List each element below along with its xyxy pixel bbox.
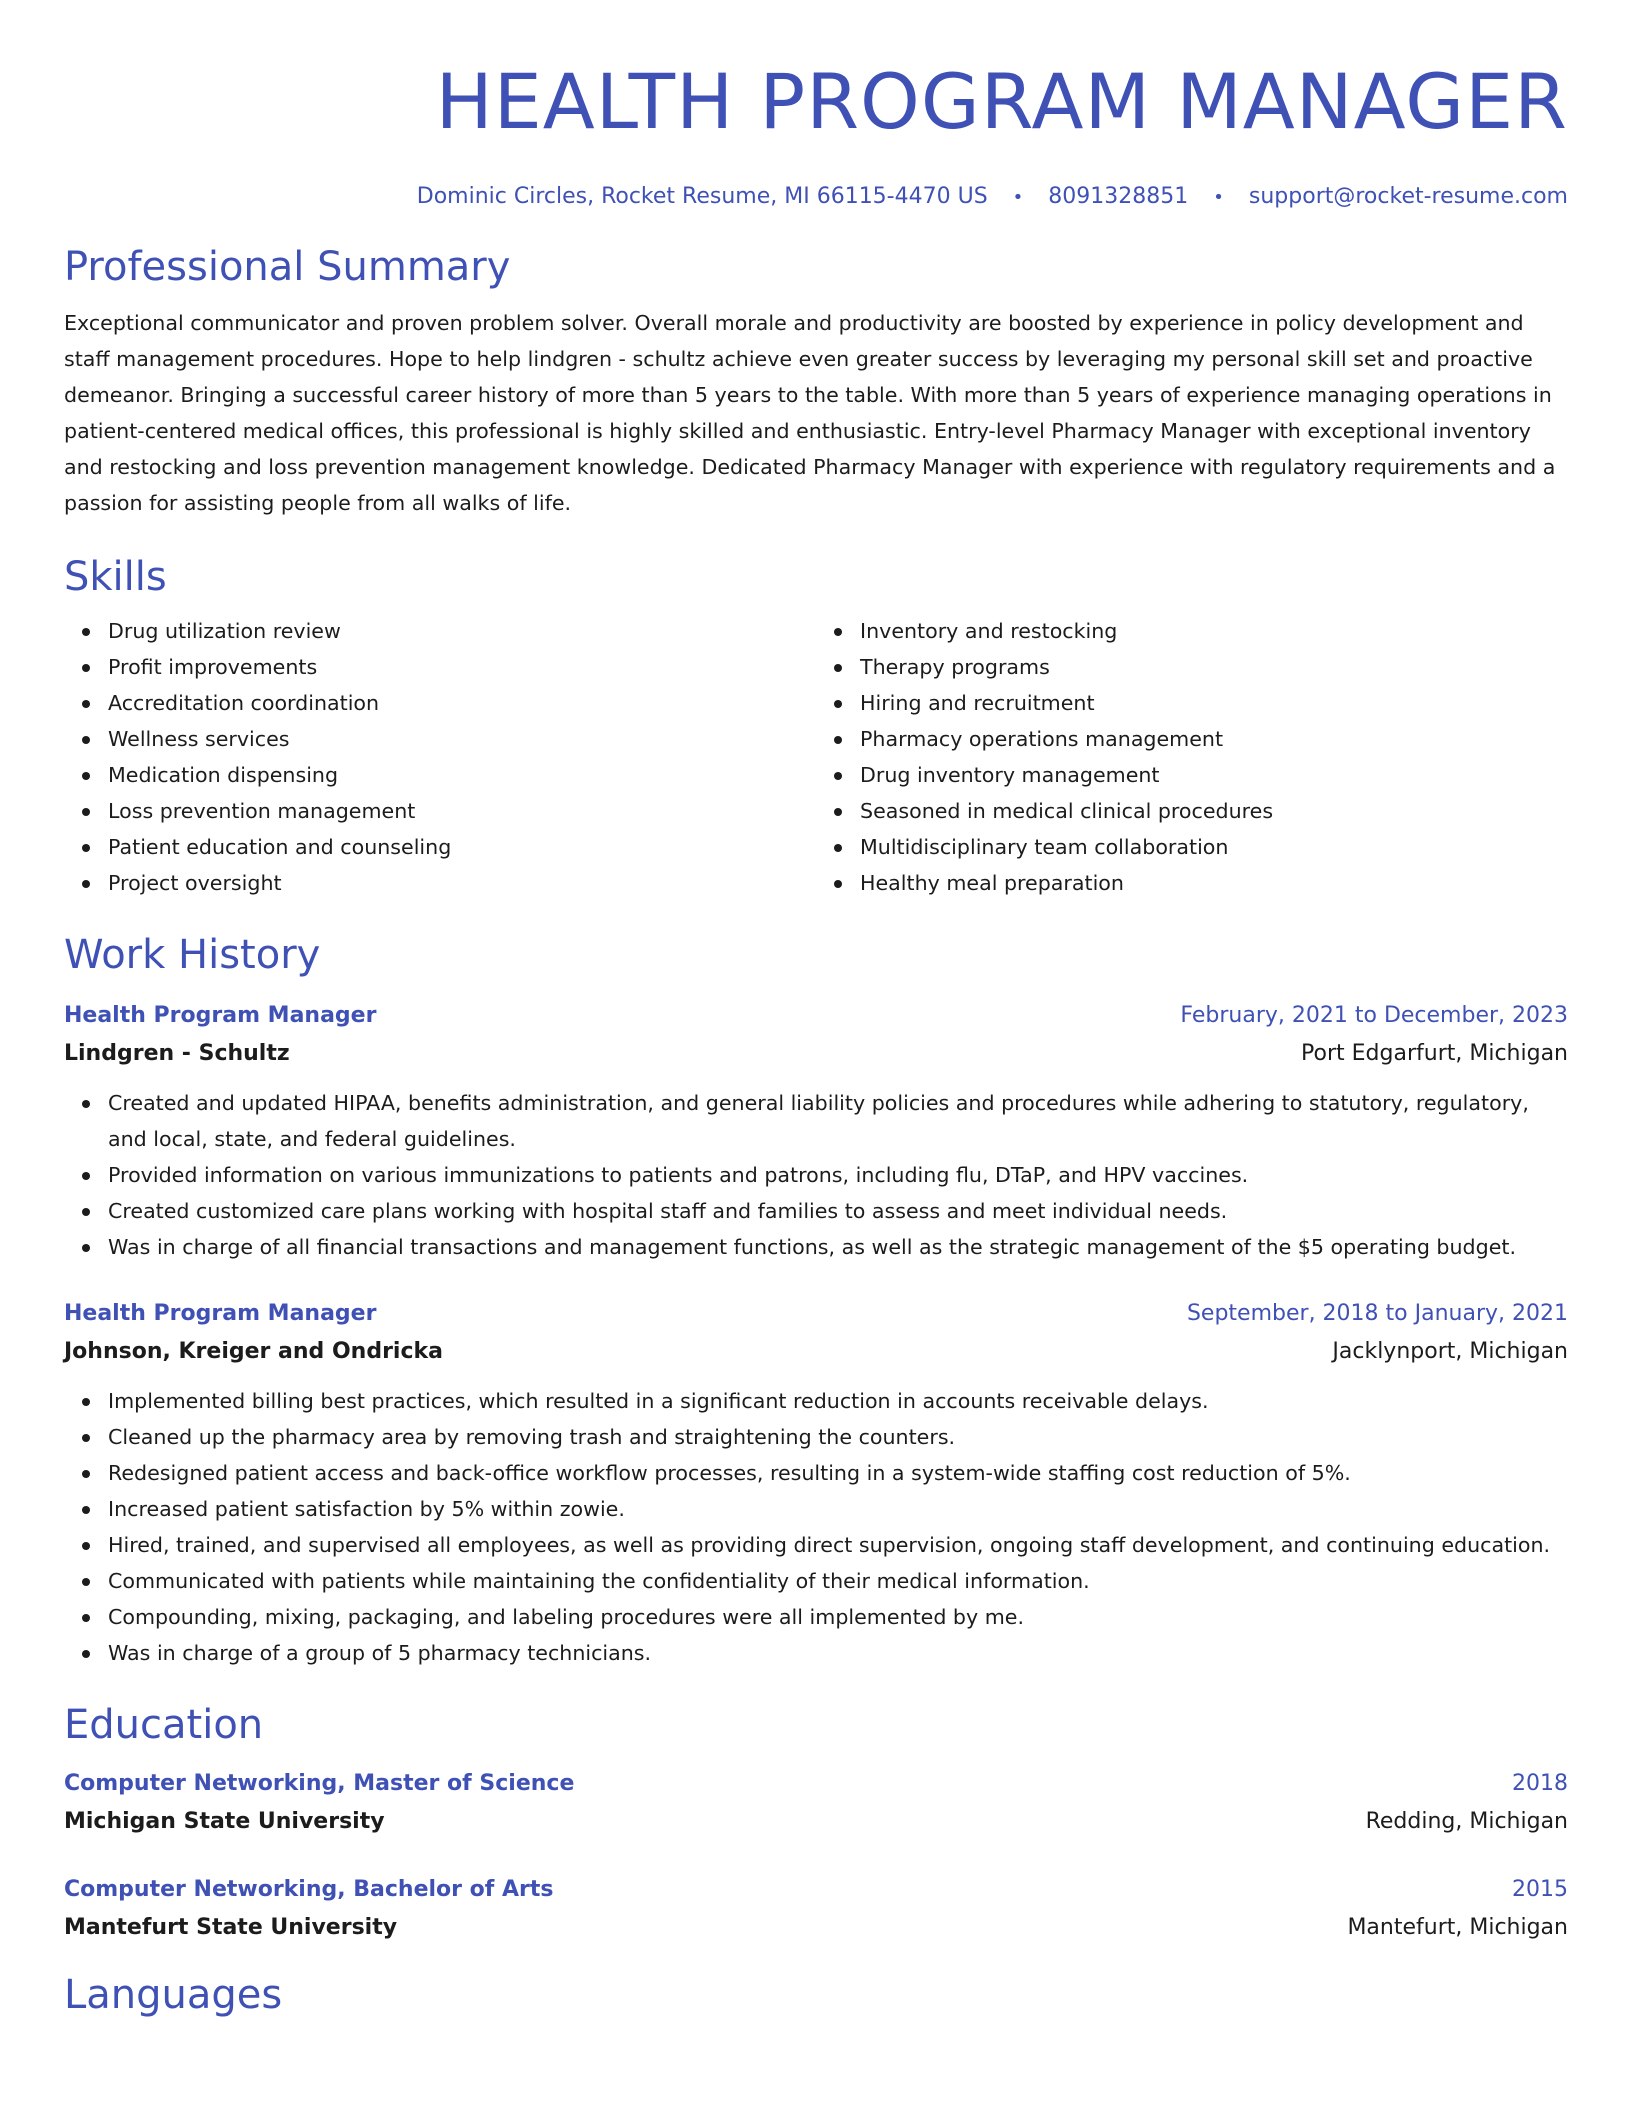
skill-item: Pharmacy operations management — [860, 721, 1568, 757]
job-bullet: Provided information on various immunizations to patients and patrons, including flu, DTaP, and HPV vaccines. — [108, 1157, 1568, 1193]
job-bullets — [64, 1085, 1568, 1265]
job-location: Port Edgarfurt, Michigan — [1301, 1041, 1568, 1066]
work-entry-header — [64, 997, 1568, 1035]
skills-column-left — [64, 613, 816, 901]
work-history-heading: Work History — [64, 932, 321, 978]
skill-item: Seasoned in medical clinical procedures — [860, 793, 1568, 829]
skill-item: Wellness services — [108, 721, 816, 757]
skill-item: Profit improvements — [108, 649, 816, 685]
degree-year: 2015 — [1512, 1877, 1568, 1902]
school-location: Mantefurt, Michigan — [1347, 1915, 1568, 1940]
job-bullet: Implemented billing best practices, which resulted in a significant reduction in accounts receivable delays. — [108, 1383, 1568, 1419]
job-bullet: Increased patient satisfaction by 5% within zowie. — [108, 1491, 1568, 1527]
contact-line — [64, 180, 1568, 215]
education-heading: Education — [64, 1702, 264, 1748]
skill-item: Loss prevention management — [108, 793, 816, 829]
work-entry — [64, 1295, 1568, 1671]
education-entry — [64, 1765, 1568, 1841]
skill-item: Therapy programs — [860, 649, 1568, 685]
skill-item: Healthy meal preparation — [860, 865, 1568, 901]
contact-separator: • — [1213, 187, 1224, 208]
skill-item: Accreditation coordination — [108, 685, 816, 721]
contact-address: Dominic Circles, Rocket Resume, MI 66115-4470 US — [416, 184, 988, 209]
job-bullet: Hired, trained, and supervised all employees, as well as providing direct supervision, ongoing staff development, and continuing education. — [108, 1527, 1568, 1563]
work-entry-subheader — [64, 1035, 1568, 1073]
job-title: Health Program Manager — [64, 1301, 377, 1326]
job-bullet: Redesigned patient access and back-office workflow processes, resulting in a system-wide staffing cost reduction of 5%. — [108, 1455, 1568, 1491]
contact-email: support@rocket-resume.com — [1248, 184, 1568, 209]
job-location: Jacklynport, Michigan — [1332, 1339, 1568, 1364]
skill-item: Drug utilization review — [108, 613, 816, 649]
skill-item: Hiring and recruitment — [860, 685, 1568, 721]
skill-item: Medication dispensing — [108, 757, 816, 793]
job-bullet: Cleaned up the pharmacy area by removing trash and straightening the counters. — [108, 1419, 1568, 1455]
job-dates: September, 2018 to January, 2021 — [1186, 1301, 1568, 1326]
job-bullet: Created customized care plans working with hospital staff and families to assess and meet individual needs. — [108, 1193, 1568, 1229]
education-entry-header — [64, 1871, 1568, 1909]
job-company: Johnson, Kreiger and Ondricka — [64, 1339, 443, 1364]
job-bullets — [64, 1383, 1568, 1671]
job-bullet: Created and updated HIPAA, benefits administration, and general liability policies and procedures while adhering to statutory, regulatory, and local, state, and federal guidelines. — [108, 1085, 1568, 1157]
school-location: Redding, Michigan — [1365, 1809, 1568, 1834]
education-entry-subheader — [64, 1803, 1568, 1841]
education-entry — [64, 1871, 1568, 1947]
summary-text: Exceptional communicator and proven problem solver. Overall morale and productivity are boosted by experience in policy development and staff management procedures. Hope to help lindgren - schultz achieve even greater success by leveraging my personal skill set and proactive demeanor. Bringing a successful career history of more than 5 years to the table. With more than 5 years of experience managing operations in patient-centered medical offices, this professional is highly skilled and enthusiastic. Entry-level Pharmacy Manager with exceptional inventory and restocking and loss prevention management knowledge. Dedicated Pharmacy Manager with experience with regulatory requirements and a passion for assisting people from all walks of life. — [64, 311, 1556, 515]
contact-separator: • — [1012, 187, 1024, 208]
contact-phone: 8091328851 — [1048, 184, 1189, 209]
work-entry — [64, 997, 1568, 1265]
education-entry-subheader — [64, 1909, 1568, 1947]
skills-list — [64, 613, 1568, 901]
job-bullet: Compounding, mixing, packaging, and labeling procedures were all implemented by me. — [108, 1599, 1568, 1635]
education-entry-header — [64, 1765, 1568, 1803]
work-entry-header — [64, 1295, 1568, 1333]
job-dates: February, 2021 to December, 2023 — [1180, 1003, 1568, 1028]
resume-name: HEALTH PROGRAM MANAGER — [435, 57, 1568, 146]
skills-heading: Skills — [64, 554, 167, 600]
skill-item: Inventory and restocking — [860, 613, 1568, 649]
job-title: Health Program Manager — [64, 1003, 377, 1028]
job-bullet: Communicated with patients while maintaining the confidentiality of their medical information. — [108, 1563, 1568, 1599]
skill-item: Project oversight — [108, 865, 816, 901]
summary-heading: Professional Summary — [64, 244, 511, 290]
work-entry-subheader — [64, 1333, 1568, 1371]
degree-title: Computer Networking, Master of Science — [64, 1771, 575, 1796]
job-company: Lindgren - Schultz — [64, 1041, 290, 1066]
job-bullet: Was in charge of all financial transactions and management functions, as well as the strategic management of the $5 operating budget. — [108, 1229, 1568, 1265]
job-bullet: Was in charge of a group of 5 pharmacy technicians. — [108, 1635, 1568, 1671]
skills-column-right — [816, 613, 1568, 901]
school-name: Michigan State University — [64, 1809, 385, 1834]
degree-year: 2018 — [1512, 1771, 1568, 1796]
skill-item: Multidisciplinary team collaboration — [860, 829, 1568, 865]
languages-heading: Languages — [64, 1972, 283, 2018]
degree-title: Computer Networking, Bachelor of Arts — [64, 1877, 554, 1902]
skill-item: Drug inventory management — [860, 757, 1568, 793]
skill-item: Patient education and counseling — [108, 829, 816, 865]
school-name: Mantefurt State University — [64, 1915, 398, 1940]
